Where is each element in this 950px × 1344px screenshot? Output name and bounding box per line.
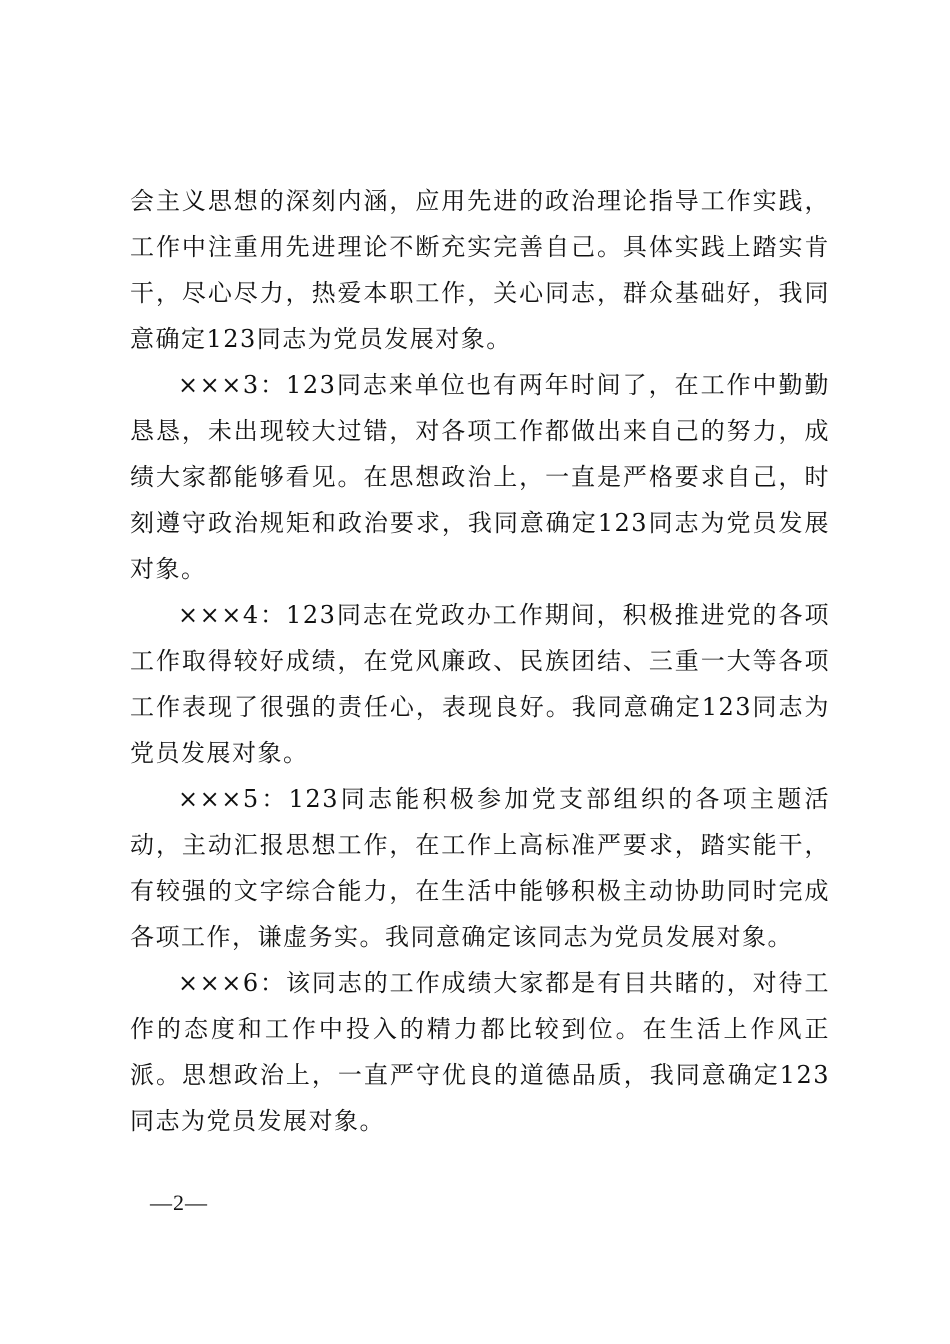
paragraph-opinion-6: ×××6：该同志的工作成绩大家都是有目共睹的，对待工作的态度和工作中投入的精力都比较到位。在生活上作风正派。思想政治上，一直严守优良的道德品质，我同意确定123同志为党员发展对象。 xyxy=(130,969,830,1135)
paragraph-opinion-5: ×××5：123同志能积极参加党支部组织的各项主题活动，主动汇报思想工作，在工作上高标准严要求，踏实能干，有较强的文字综合能力，在生活中能够积极主动协助同时完成各项工作，谦虚务实。我同意确定该同志为党员发展对象。 xyxy=(130,785,830,951)
paragraph-opinion-4: ×××4：123同志在党政办工作期间，积极推进党的各项工作取得较好成绩，在党风廉政、民族团结、三重一大等各项工作表现了很强的责任心，表现良好。我同意确定123同志为党员发展对象。 xyxy=(130,601,830,767)
document-body xyxy=(130,178,830,1144)
paragraph-opinion-3: ×××3：123同志来单位也有两年时间了，在工作中勤勤恳恳，未出现较大过错，对各项工作都做出来自己的努力，成绩大家都能够看见。在思想政治上，一直是严格要求自己，时刻遵守政治规矩和政治要求，我同意确定123同志为党员发展对象。 xyxy=(130,371,830,583)
paragraph-continued: 会主义思想的深刻内涵，应用先进的政治理论指导工作实践，工作中注重用先进理论不断充实完善自己。具体实践上踏实肯干，尽心尽力，热爱本职工作，关心同志，群众基础好，我同意确定123同志为党员发展对象。 xyxy=(130,187,830,353)
page-number: —2— xyxy=(150,1190,208,1215)
